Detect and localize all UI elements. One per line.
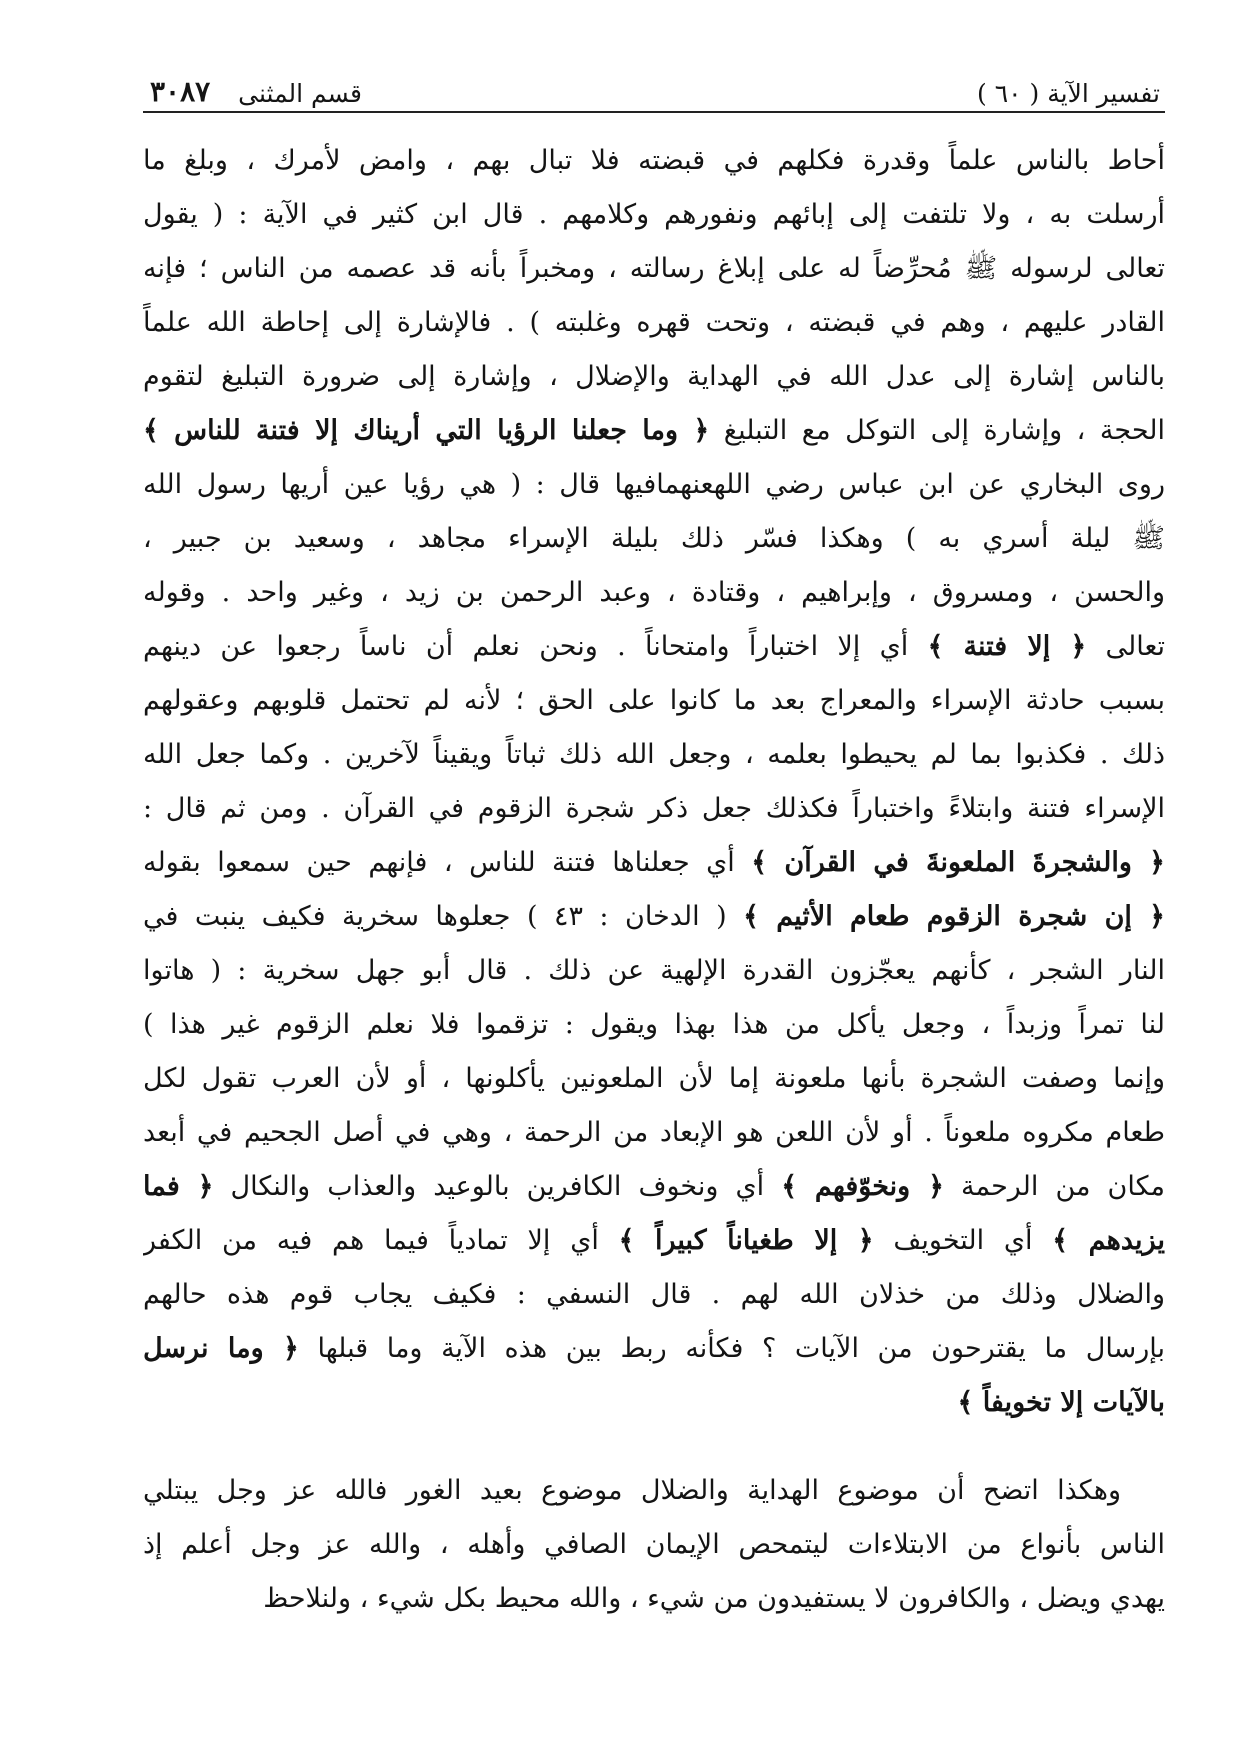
text-run: طعام مكروه ملعوناً . أو لأن اللعن هو الإبعاد من الرحمة ، وهي في أصل الجحيم في أبعد <box>143 1117 1165 1148</box>
running-header <box>150 62 1160 108</box>
text-run: أي ونخوف الكافرين بالوعيد والعذاب والنكال <box>213 1171 782 1202</box>
quran-quote: ﴿ وما جعلنا الرؤيا التي أريناك إلا فتنة للناس ﴾ <box>143 415 710 446</box>
header-title: تفسير الآية ( ٦٠ ) <box>977 79 1160 108</box>
text-run: الحجة ، وإشارة إلى التوكل مع التبليغ <box>709 415 1165 446</box>
text-line <box>143 458 1165 512</box>
text-run: والضلال وذلك من خذلان الله لهم . قال النسفي : فكيف يجاب قوم هذه حالهم <box>143 1279 1165 1310</box>
page-number: ٣٠٨٧ <box>150 75 211 108</box>
text-line <box>143 566 1165 620</box>
text-line <box>143 728 1165 782</box>
text-run: ذلك . فكذبوا بما لم يحيطوا بعلمه ، وجعل الله ذلك ثباتاً ويقيناً لآخرين . وكما جعل الله <box>143 739 1165 770</box>
header-section: قسم المثنى <box>238 79 362 108</box>
text-line <box>143 998 1165 1052</box>
text-run: الناس بأنواع من الابتلاءات ليتمحص الإيمان الصافي وأهله ، والله عز وجل أعلم إذ <box>143 1529 1165 1560</box>
text-run: الإسراء فتنة وابتلاءً واختباراً فكذلك جعل ذكر شجرة الزقوم في القرآن . ومن ثم قال : <box>143 793 1165 824</box>
text-run: لنا تمراً وزبداً ، وجعل يأكل من هذا بهذا ويقول : تزقموا فلا نعلم الزقوم غير هذا ) <box>143 1009 1165 1040</box>
text-run: ﷺ ليلة أسري به ) وهكذا فسّر ذلك بليلة الإسراء مجاهد ، وسعيد بن جبير ، <box>143 523 1165 554</box>
text-run: القادر عليهم ، وهم في قبضته ، وتحت قهره وغلبته ) . فالإشارة إلى إحاطة الله علماً <box>143 307 1165 338</box>
text-run: أحاط بالناس علماً وقدرة فكلهم في قبضته فلا تبال بهم ، وامض لأمرك ، وبلغ ما <box>143 145 1165 176</box>
text-line <box>143 242 1165 296</box>
text-line <box>143 1268 1165 1322</box>
text-run: مكان من الرحمة <box>943 1171 1165 1202</box>
text-line <box>143 134 1165 188</box>
quran-quote: ﴿ والشجرةَ الملعونةَ في القرآن ﴾ <box>751 847 1165 878</box>
text-run: أرسلت به ، ولا تلتفت إلى إبائهم ونفورهم وكلامهم . قال ابن كثير في الآية : ( يقول <box>143 199 1165 230</box>
text-run: النار الشجر ، كأنهم يعجّزون القدرة الإلهية عن ذلك . قال أبو جهل سخرية : ( هاتوا <box>143 955 1165 986</box>
text-line <box>143 1518 1165 1572</box>
text-line <box>143 1214 1165 1268</box>
text-line <box>143 512 1165 566</box>
text-run: بسبب حادثة الإسراء والمعراج بعد ما كانوا على الحق ؛ لأنه لم تحتمل قلوبهم وعقولهم <box>143 685 1165 716</box>
text-run: بإرسال ما يقترحون من الآيات ؟ فكأنه ربط بين هذه الآية وما قبلها <box>298 1333 1165 1364</box>
text-line <box>143 836 1165 890</box>
text-run: ( الدخان : ٤٣ ) جعلوها سخرية فكيف ينبت في <box>143 901 744 932</box>
text-run: وإنما وصفت الشجرة بأنها ملعونة إما لأن الملعونين يأكلونها ، أو لأن العرب تقول لكل <box>143 1063 1165 1094</box>
text-line <box>143 404 1165 458</box>
quran-quote: ﴿ إلا فتنة ﴾ <box>927 631 1087 662</box>
paragraph-1 <box>143 134 1165 1430</box>
header-rule <box>143 111 1165 113</box>
text-run: تعالى لرسوله ﷺ مُحرِّضاً له على إبلاغ رسالته ، ومخبراً بأنه قد عصمه من الناس ؛ فإنه <box>143 253 1165 284</box>
body-text <box>143 134 1165 1626</box>
text-run: أي التخويف <box>873 1225 1053 1256</box>
quran-quote: ﴿ ونخوّفهم ﴾ <box>781 1171 944 1202</box>
text-line <box>143 890 1165 944</box>
text-run: أي إلا تمادياً فيما هم فيه من الكفر <box>143 1225 619 1256</box>
text-line <box>143 296 1165 350</box>
text-line <box>143 674 1165 728</box>
text-line <box>143 1376 1165 1430</box>
text-run: أي جعلناها فتنة للناس ، فإنهم حين سمعوا بقوله <box>143 847 752 878</box>
text-line <box>143 620 1165 674</box>
text-line <box>143 1160 1165 1214</box>
text-line <box>143 1106 1165 1160</box>
text-line <box>143 1464 1165 1518</box>
text-run: والحسن ، ومسروق ، وإبراهيم ، وقتادة ، وعبد الرحمن بن زيد ، وغير واحد . وقوله <box>143 577 1165 608</box>
paragraph-2 <box>143 1464 1165 1626</box>
text-run: يهدي ويضل ، والكافرون لا يستفيدون من شيء ، والله محيط بكل شيء ، ولنلاحظ <box>263 1583 1165 1614</box>
quran-quote: ﴿ إلا طغياناً كبيراً ﴾ <box>618 1225 874 1256</box>
text-line <box>143 1052 1165 1106</box>
text-run: روى البخاري عن ابن عباس رضي اللهعنهمافيها قال : ( هي رؤيا عين أريها رسول الله <box>143 469 1165 500</box>
text-line <box>143 350 1165 404</box>
quran-quote: ﴿ وما نرسل <box>143 1333 299 1364</box>
text-line <box>143 944 1165 998</box>
text-line <box>143 1322 1165 1376</box>
paragraph-gap <box>143 1430 1165 1464</box>
quran-quote: ﴿ إن شجرة الزقوم طعام الأثيم ﴾ <box>743 901 1165 932</box>
text-line <box>143 1572 1165 1626</box>
quran-quote: بالآيات إلا تخويفاً ﴾ <box>957 1387 1165 1418</box>
header-left <box>150 75 362 108</box>
text-line <box>143 782 1165 836</box>
text-run: وهكذا اتضح أن موضوع الهداية والضلال موضوع بعيد الغور فالله عز وجل يبتلي <box>143 1475 1121 1506</box>
text-run: تعالى <box>1086 631 1165 662</box>
quran-quote: يزيدهم ﴾ <box>1052 1225 1165 1256</box>
quran-quote: ﴿ فما <box>143 1171 214 1202</box>
text-run: بالناس إشارة إلى عدل الله في الهداية والإضلال ، وإشارة إلى ضرورة التبليغ لتقوم <box>143 361 1165 392</box>
text-run: أي إلا اختباراً وامتحاناً . ونحن نعلم أن ناساً رجعوا عن دينهم <box>143 631 928 662</box>
text-line <box>143 188 1165 242</box>
